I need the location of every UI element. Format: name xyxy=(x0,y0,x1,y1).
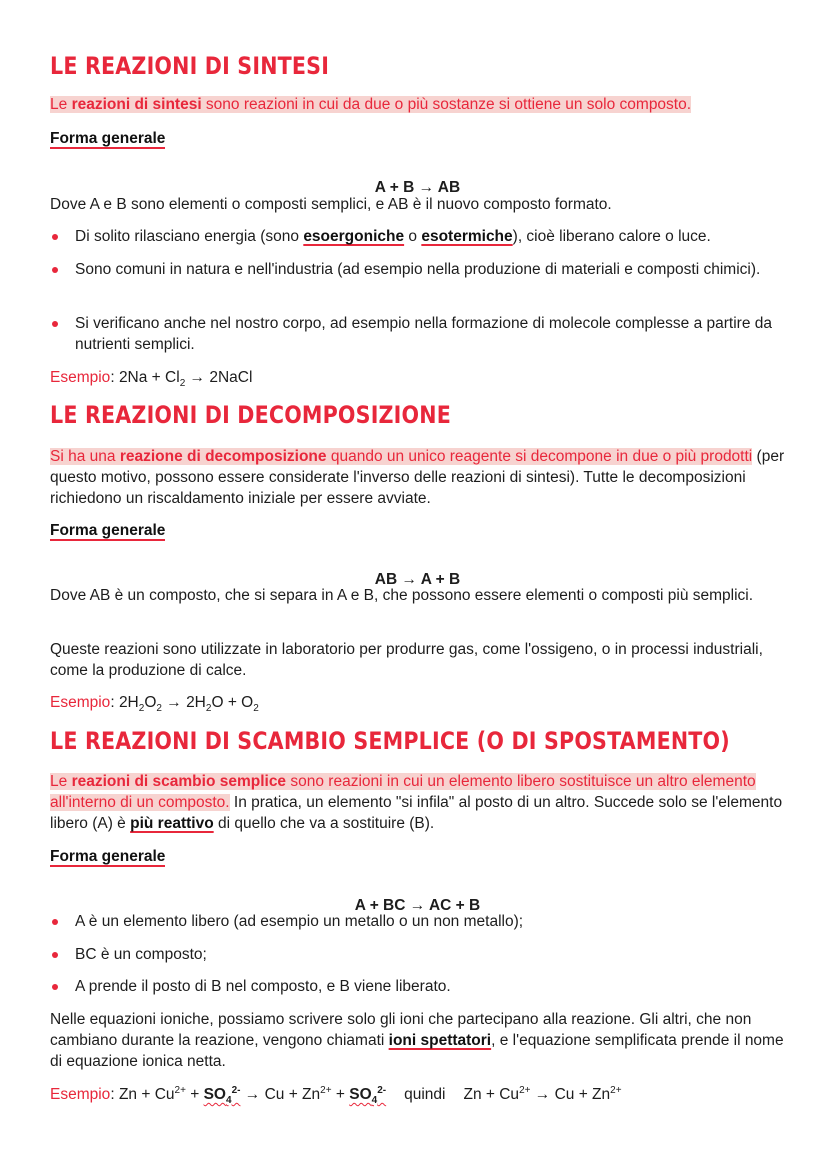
keyword-ioni-spettatori: ioni spettatori xyxy=(388,1032,492,1049)
list-item: BC è un composto; xyxy=(50,944,785,965)
intro-scambio: Le reazioni di scambio semplice sono reazioni in cui un elemento libero sostituisce un altro elemento all'interno di un composto. In pratica, un elemento "si infila" al posto di un altro. Succede solo se l'elemento libero (A) è più reattivo di quello che va a sostituire (B). xyxy=(50,773,783,832)
general-form-label: Forma generale xyxy=(50,130,166,147)
intro-sintesi xyxy=(50,94,785,115)
example-label: Esempio xyxy=(50,694,111,711)
keyword-esotermiche: esotermiche xyxy=(421,228,513,245)
section-title-sintesi xyxy=(50,52,785,80)
highlighted-definition: Le reazioni di sintesi sono reazioni in cui da due o più sostanze si ottiene un solo composto. xyxy=(50,96,692,113)
example-sintesi: Esempio: $2Na + Cl_2$ → 2NaCl xyxy=(50,369,253,390)
word-quindi: quindi xyxy=(404,1086,446,1103)
general-formula: A + B → AB xyxy=(374,178,461,196)
paragraph-ionic: Nelle equazioni ioniche, possiamo scrivere solo gli ioni che partecipano alla reazione. Gli altri, che non cambiano durante la reazione, vengono chiamati ioni spettatori, e l'equazione semplificata prende il nome di equazione ionica netta. xyxy=(50,1011,784,1070)
keyword-scambio-semplice: reazioni di scambio semplice xyxy=(71,773,287,790)
general-formula: A + BC → AC + B xyxy=(354,896,481,914)
example-label: Esempio xyxy=(50,369,111,386)
list-item: A prende il posto di B nel composto, e B viene liberato. xyxy=(50,976,785,997)
list-item: Si verificano anche nel nostro corpo, ad esempio nella formazione di molecole complesse a partire da nutrienti semplici. xyxy=(50,313,785,355)
section-title-decomposizione: LE REAZIONI DI DECOMPOSIZIONE xyxy=(50,401,451,429)
list-item: Di solito rilasciano energia (sono esoergoniche o esotermiche), cioè liberano calore o luce. xyxy=(50,226,785,247)
keyword-esoergoniche: esoergoniche xyxy=(303,228,405,245)
highlighted-definition: Le reazioni di scambio semplice sono reazioni in cui un elemento libero sostituisce un altro elemento all'interno di un composto. xyxy=(50,773,756,811)
crossed-spectator-ion: $SO_4^{2-}$ xyxy=(349,1084,387,1107)
highlighted-definition: Si ha una reazione di decomposizione quando un unico reagente si decompone in due o più prodotti xyxy=(50,448,753,465)
example-scambio: Esempio: $Zn + Cu^{2+} + SO_4^{2-} \to Cu + Zn^{2+} + SO_4^{2-}$ quindi $Zn + Cu^{2+} \to Cu + Zn^{2+}$ xyxy=(50,1084,622,1107)
keyword-reazioni-sintesi: reazioni di sintesi xyxy=(71,96,202,113)
crossed-spectator-ion: $SO_4^{2-}$ xyxy=(203,1084,241,1107)
example-decomposizione: Esempio: $2H_2O_2 \to 2H_2O + O_2$ xyxy=(50,694,259,715)
general-formula: AB → A + B xyxy=(374,570,461,588)
general-form-label: Forma generale xyxy=(50,848,166,865)
keyword-reazione-decomposizione: reazione di decomposizione xyxy=(119,448,327,465)
list-item: Sono comuni in natura e nell'industria (ad esempio nella produzione di materiali e composti chimici). xyxy=(50,259,785,280)
paragraph: Dove A e B sono elementi o composti semplici, e AB è il nuovo composto formato. xyxy=(50,196,612,213)
keyword-piu-reattivo: più reattivo xyxy=(130,815,214,832)
paragraph: Queste reazioni sono utilizzate in laboratorio per produrre gas, come l'ossigeno, o in processi industriali, come la produzione di calce. xyxy=(50,641,763,679)
section-title-scambio: LE REAZIONI DI SCAMBIO SEMPLICE (O DI SPOSTAMENTO) xyxy=(50,727,730,755)
intro-decomposizione: Si ha una reazione di decomposizione quando un unico reagente si decompone in due o più prodotti (per questo motivo, possono essere considerate l'inverso delle reazioni di sintesi). Tutte le decomposizioni richiedono un riscaldamento iniziale per essere avviate. xyxy=(50,448,785,507)
page-title: LE REAZIONI DI SINTESI xyxy=(50,52,330,80)
general-form-label: Forma generale xyxy=(50,522,166,539)
example-label: Esempio xyxy=(50,1086,111,1103)
paragraph: Dove AB è un composto, che si separa in A e B, che possono essere elementi o composti più semplici. xyxy=(50,587,754,604)
list-item: A è un elemento libero (ad esempio un metallo o un non metallo); xyxy=(50,911,785,932)
